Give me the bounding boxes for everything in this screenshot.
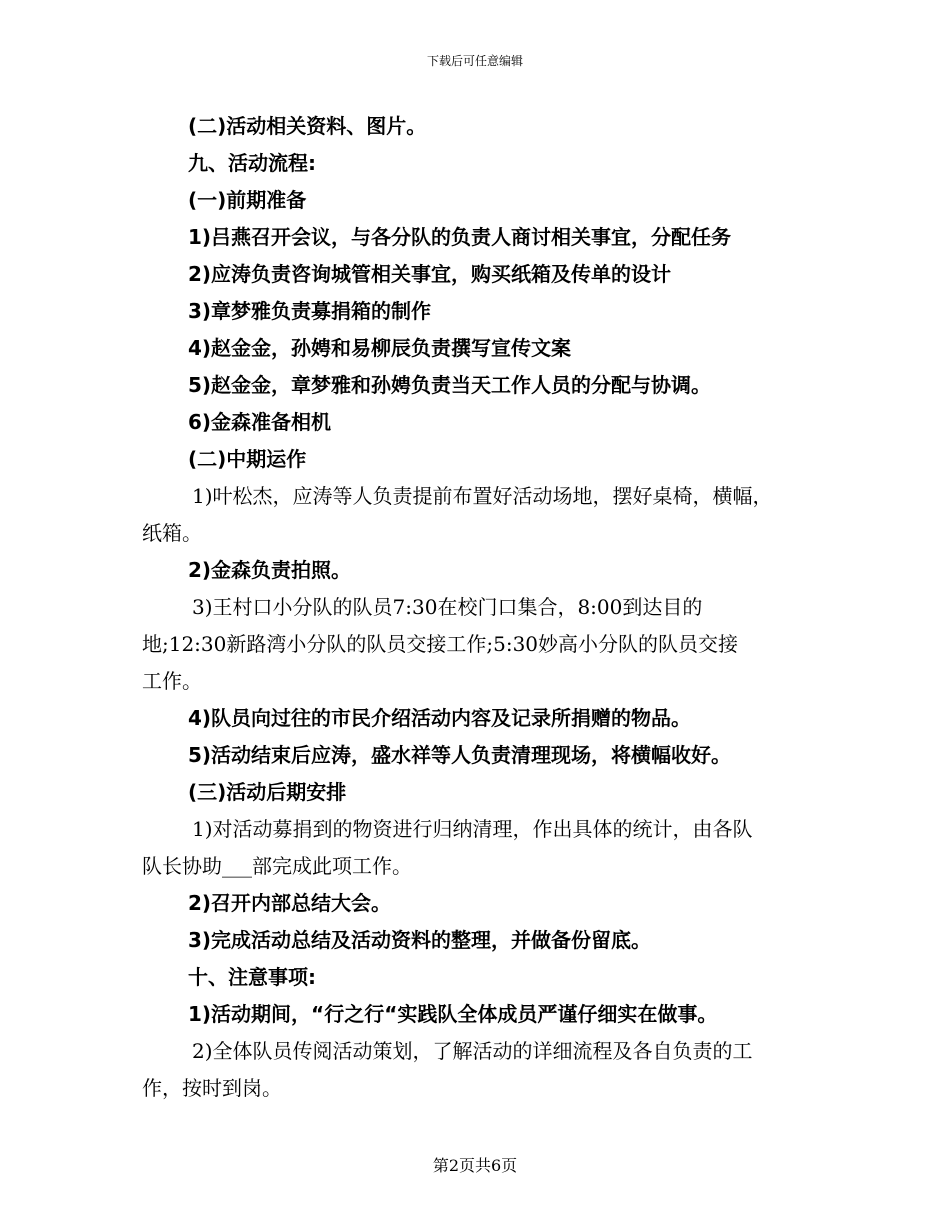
list-item: 4)队员向过往的市民介绍活动内容及记录所捐赠的物品。 xyxy=(188,706,692,730)
page-header: 下载后可任意编辑 xyxy=(426,54,523,68)
paragraph-line: 地;12:30新路湾小分队的队员交接工作;5:30妙高小分队的队员交接 xyxy=(142,632,739,656)
paragraph-line: 1)叶松杰，应涛等人负责提前布置好活动场地，摆好桌椅，横幅， xyxy=(192,484,773,508)
paragraph-line: 作，按时到岗。 xyxy=(142,1076,282,1100)
list-item: 6)金森准备相机 xyxy=(188,410,332,434)
list-item: 2)召开内部总结大会。 xyxy=(188,891,392,915)
paragraph-line: 1)对活动募捐到的物资进行归纳清理，作出具体的统计，由各队 xyxy=(192,817,753,841)
paragraph-line: 2)全体队员传阅活动策划，了解活动的详细流程及各自负责的工 xyxy=(192,1039,753,1063)
subsection-heading: (三)活动后期安排 xyxy=(188,780,347,804)
paragraph-line: 队长协助___部完成此项工作。 xyxy=(142,854,412,878)
list-item: 2)应涛负责咨询城管相关事宜，购买纸箱及传单的设计 xyxy=(188,262,672,286)
paragraph-line: 纸箱。 xyxy=(142,521,202,545)
list-item: 5)赵金金，章梦雅和孙娉负责当天工作人员的分配与协调。 xyxy=(188,373,712,397)
subsection-heading: (一)前期准备 xyxy=(188,188,307,212)
list-item: 2)金森负责拍照。 xyxy=(188,558,352,582)
document-body xyxy=(142,108,808,1107)
list-item: 3)完成活动总结及活动资料的整理，并做备份留底。 xyxy=(188,928,652,952)
list-item: 1)活动期间，“行之行“实践队全体成员严谨仔细实在做事。 xyxy=(188,1002,718,1026)
subsection-heading: (二)活动相关资料、图片。 xyxy=(188,114,427,138)
page-footer: 第2页共6页 xyxy=(432,1156,518,1175)
paragraph-line: 工作。 xyxy=(142,669,202,693)
subsection-heading: (二)中期运作 xyxy=(188,447,307,471)
list-item: 1)吕燕召开会议，与各分队的负责人商讨相关事宜，分配任务 xyxy=(188,225,732,249)
section-heading: 九、活动流程: xyxy=(188,151,316,175)
list-item: 3)章梦雅负责募捐箱的制作 xyxy=(188,299,432,323)
list-item: 5)活动结束后应涛，盛水祥等人负责清理现场，将横幅收好。 xyxy=(188,743,732,767)
paragraph-line: 3)王村口小分队的队员7:30在校门口集合，8:00到达目的 xyxy=(192,595,703,619)
list-item: 4)赵金金，孙娉和易柳辰负责撰写宣传文案 xyxy=(188,336,572,360)
section-heading: 十、注意事项: xyxy=(188,965,316,989)
